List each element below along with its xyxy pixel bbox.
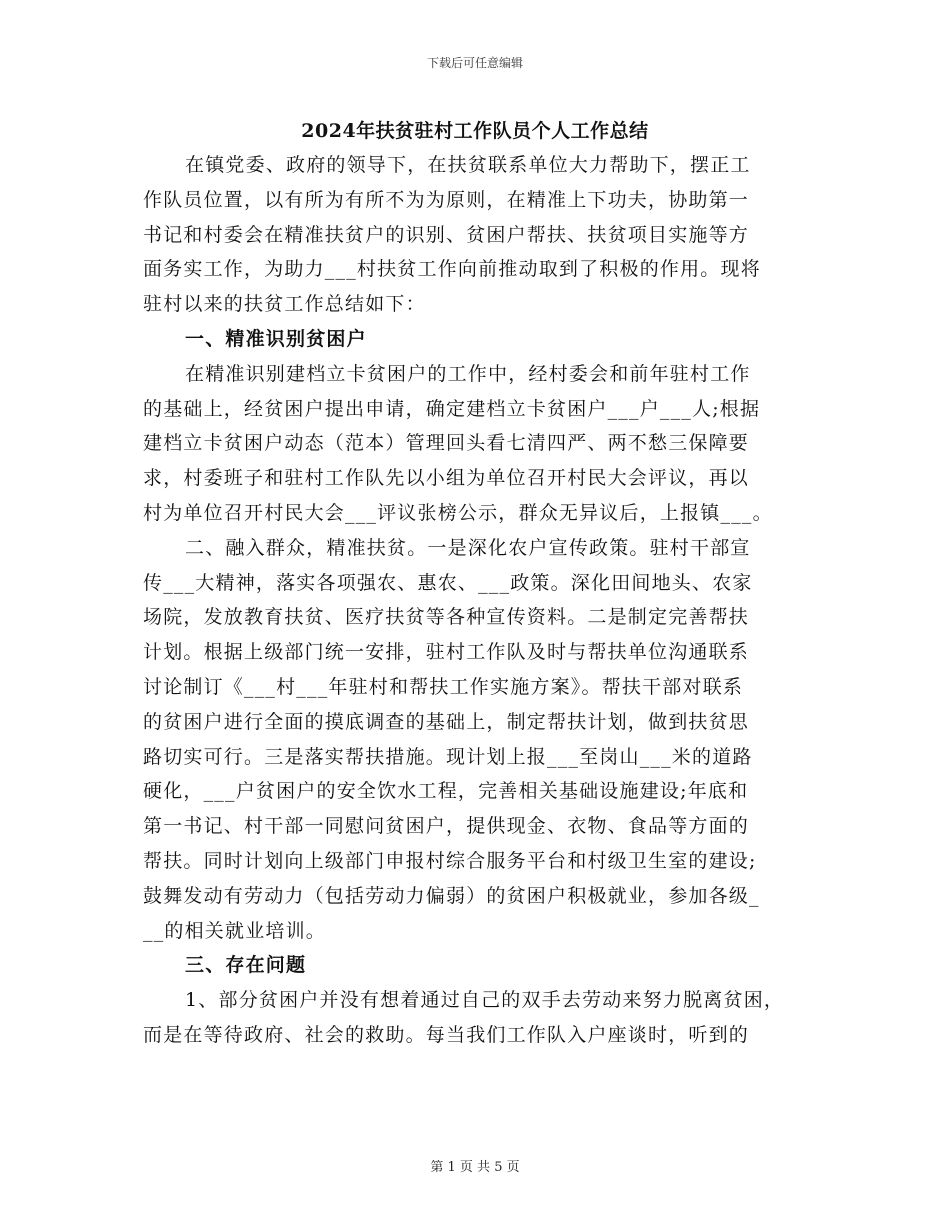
paragraph-line: 的贫困户进行全面的摸底调查的基础上，制定帮扶计划，做到扶贫思 xyxy=(143,710,750,733)
paragraph-line: 传___大精神，落实各项强农、惠农、___政策。深化田间地头、农家 xyxy=(143,571,753,594)
paragraph-line: 在镇党委、政府的领导下，在扶贫联系单位大力帮助下，摆正工 xyxy=(185,154,751,176)
paragraph-line: 计划。根据上级部门统一安排，驻村工作队及时与帮扶单位沟通联系 xyxy=(143,641,750,664)
paragraph-line: 的基础上，经贫困户提出申请，确定建档立卡贫困户___户___人;根据 xyxy=(143,397,761,420)
section-heading: 一、精准识别贫困户 xyxy=(185,327,367,350)
paragraph-line: 二、融入群众，精准扶贫。一是深化农户宣传政策。驻村干部宣 xyxy=(185,536,751,559)
paragraph-line: 作队员位置，以有所为有所不为为原则，在精准上下功夫，协助第一 xyxy=(143,188,750,211)
paragraph-line: 书记和村委会在精准扶贫户的识别、贫困户帮扶、扶贫项目实施等方 xyxy=(143,223,750,246)
paragraph-line: 场院，发放教育扶贫、医疗扶贫等各种宣传资料。二是制定完善帮扶 xyxy=(143,606,750,629)
paragraph-line: 帮扶。同时计划向上级部门申报村综合服务平台和村级卫生室的建设; xyxy=(143,849,757,872)
paragraph-line: 面务实工作，为助力___村扶贫工作向前推动取到了积极的作用。现将 xyxy=(143,258,761,281)
paragraph-line: 驻村以来的扶贫工作总结如下： xyxy=(143,293,426,316)
paragraph-line: 路切实可行。三是落实帮扶措施。现计划上报___至岗山___米的道路 xyxy=(143,745,753,768)
paragraph-line: 求，村委班子和驻村工作队先以小组为单位召开村民大会评议，再以 xyxy=(143,467,750,490)
section-heading: 三、存在问题 xyxy=(185,954,307,977)
paragraph-line: 村为单位召开村民大会___评议张榜公示，群众无异议后，上报镇___。 xyxy=(143,501,773,524)
paragraph-line: 鼓舞发动有劳动力（包括劳动力偏弱）的贫困户积极就业，参加各级_ xyxy=(143,884,760,907)
document-body xyxy=(143,148,811,1053)
paragraph-line: 讨论制订《___村___年驻村和帮扶工作实施方案》。帮扶干部对联系 xyxy=(143,675,744,698)
paragraph-line: 1、部分贫困户并没有想着通过自己的双手去劳动来努力脱离贫困， xyxy=(185,989,785,1012)
page-footer: 第 1 页 共 5 页 xyxy=(430,1160,520,1175)
paragraph-line: __的相关就业培训。 xyxy=(143,919,327,942)
document-title: 2024年扶贫驻村工作队员个人工作总结 xyxy=(301,120,649,142)
paragraph-line: 在精准识别建档立卡贫困户的工作中，经村委会和前年驻村工作 xyxy=(185,362,751,385)
paragraph-line: 硬化，___户贫困户的安全饮水工程，完善相关基础设施建设;年底和 xyxy=(143,780,749,803)
header-note: 下载后可任意编辑 xyxy=(426,56,523,70)
paragraph-line: 而是在等待政府、社会的救助。每当我们工作队入户座谈时，听到的 xyxy=(143,1023,750,1046)
paragraph-line: 第一书记、村干部一同慰问贫困户，提供现金、衣物、食品等方面的 xyxy=(143,815,750,838)
paragraph-line: 建档立卡贫困户动态（范本）管理回头看七清四严、两不愁三保障要 xyxy=(143,432,750,455)
